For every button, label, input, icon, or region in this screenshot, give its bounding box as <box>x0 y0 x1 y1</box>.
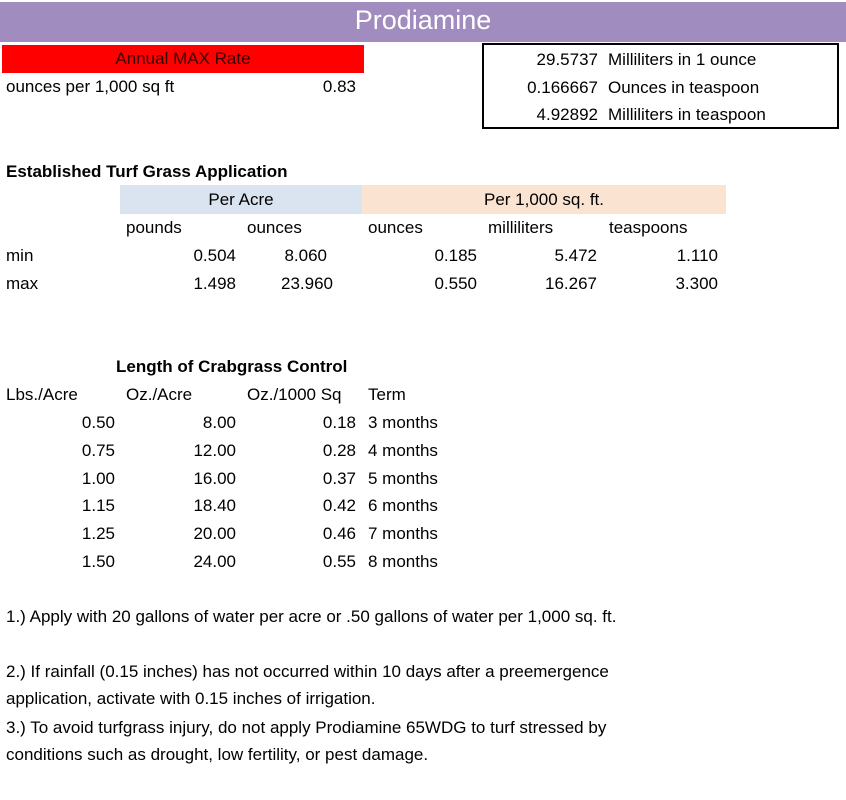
turf-cell: 0.550 <box>434 274 477 293</box>
crabgrass-cell: 0.42 <box>322 496 356 515</box>
turf-cell: 8.060 <box>284 246 327 265</box>
turf-cell: 1.498 <box>193 274 236 293</box>
turf-row-label: min <box>6 246 34 265</box>
crabgrass-cell: 0.46 <box>322 524 356 543</box>
crabgrass-cell: 8 months <box>368 552 438 571</box>
turf-cell: 3.300 <box>675 274 718 293</box>
turf-cell: 5.472 <box>554 246 597 265</box>
crabgrass-cell: 16.00 <box>193 469 236 488</box>
turf-col-header: teaspoons <box>609 218 688 237</box>
turf-cell: 23.960 <box>281 274 333 293</box>
note-3: 3.) To avoid turfgrass injury, do not apply Prodiamine 65WDG to turf stressed by <box>6 718 607 737</box>
page-title: Prodiamine <box>354 5 492 35</box>
crabgrass-cell: 7 months <box>368 524 438 543</box>
turf-col-header: milliliters <box>488 218 554 237</box>
crabgrass-cell: 5 months <box>368 469 438 488</box>
crabgrass-cell: 0.55 <box>322 552 356 571</box>
crabgrass-cell: 4 months <box>368 441 438 460</box>
crabgrass-cell: 24.00 <box>193 552 236 571</box>
turf-cell: 1.110 <box>676 246 718 265</box>
crabgrass-col-header: Oz./Acre <box>126 385 193 404</box>
crabgrass-cell: 0.75 <box>81 441 115 460</box>
crabgrass-col-header: Term <box>368 385 406 404</box>
conversion-label: Milliliters in 1 ounce <box>608 50 757 69</box>
turf-col-header: pounds <box>126 218 182 237</box>
crabgrass-cell: 3 months <box>368 413 438 432</box>
annual-row-label: ounces per 1,000 sq ft <box>6 77 175 96</box>
crabgrass-cell: 0.18 <box>322 413 356 432</box>
crabgrass-cell: 0.28 <box>322 441 356 460</box>
conversion-value: 29.5737 <box>536 50 598 69</box>
note-3-continued: conditions such as drought, low fertility, or pest damage. <box>6 745 429 764</box>
turf-col-header: ounces <box>247 218 302 237</box>
note-2-continued: application, activate with 0.15 inches of irrigation. <box>6 689 376 708</box>
crabgrass-col-header: Oz./1000 Sq <box>247 385 342 404</box>
turf-heading: Established Turf Grass Application <box>6 162 288 181</box>
note-1: 1.) Apply with 20 gallons of water per acre or .50 gallons of water per 1,000 sq. ft. <box>6 607 617 626</box>
crabgrass-col-header: Lbs./Acre <box>6 385 78 404</box>
crabgrass-cell: 1.00 <box>81 469 115 488</box>
turf-row-label: max <box>6 274 39 293</box>
crabgrass-cell: 18.40 <box>193 496 236 515</box>
turf-cell: 16.267 <box>545 274 597 293</box>
turf-cell: 0.185 <box>434 246 477 265</box>
crabgrass-heading: Length of Crabgrass Control <box>116 357 348 376</box>
crabgrass-cell: 1.50 <box>81 552 115 571</box>
crabgrass-cell: 0.37 <box>322 469 356 488</box>
crabgrass-cell: 20.00 <box>193 524 236 543</box>
conversion-label: Ounces in teaspoon <box>608 78 760 97</box>
turf-col-header: ounces <box>368 218 423 237</box>
annual-row-value: 0.83 <box>322 77 356 96</box>
crabgrass-cell: 0.50 <box>81 413 115 432</box>
turf-cell: 0.504 <box>193 246 236 265</box>
conversion-value: 4.92892 <box>536 105 598 124</box>
crabgrass-cell: 1.25 <box>81 524 115 543</box>
per-1000-header: Per 1,000 sq. ft. <box>483 190 604 209</box>
note-2: 2.) If rainfall (0.15 inches) has not occurred within 10 days after a preemergence <box>6 662 609 681</box>
crabgrass-cell: 12.00 <box>193 441 236 460</box>
annual-max-label: Annual MAX Rate <box>115 49 251 68</box>
conversion-label: Milliliters in teaspoon <box>608 105 766 124</box>
crabgrass-cell: 1.15 <box>81 496 115 515</box>
crabgrass-cell: 6 months <box>368 496 438 515</box>
crabgrass-cell: 8.00 <box>202 413 236 432</box>
conversion-value: 0.166667 <box>527 78 598 97</box>
per-acre-header: Per Acre <box>208 190 274 209</box>
